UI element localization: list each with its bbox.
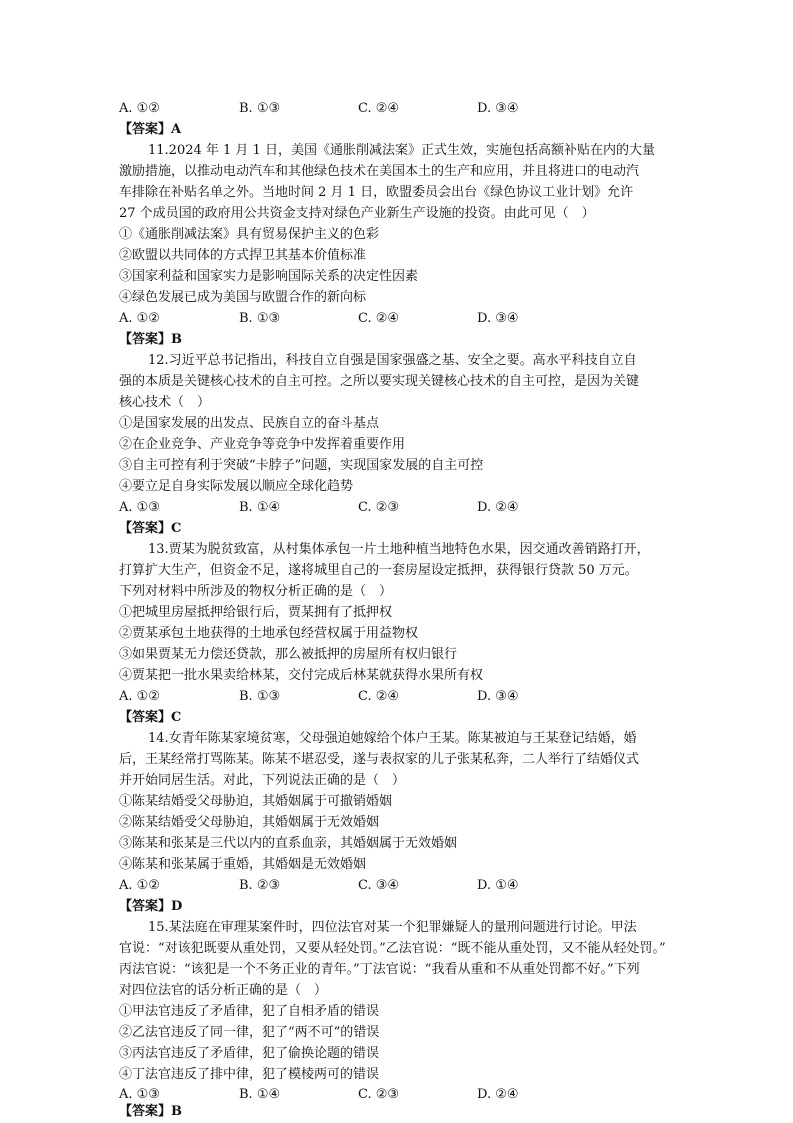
q12-option-a: A. ①③: [119, 500, 160, 515]
q13-item: ③如果贾某无力偿还贷款，那么被抵押的房屋所有权归银行: [119, 647, 458, 662]
q11-stem-line: 27 个成员国的政府用公共资金支持对绿色产业新生产设施的投资。由此可见（ ）: [119, 206, 595, 221]
q14-option-b: B. ②③: [239, 878, 281, 893]
q15-stem-line: 官说：“对该犯既要从重处罚，又要从轻处罚。”乙法官说：“既不能从重处罚，又不能从轻处罚。”: [119, 941, 666, 956]
q11-option-c: C. ②④: [358, 311, 400, 326]
q15-answer: 【答案】B: [119, 1104, 182, 1119]
q11-item: ①《通胀削减法案》具有贸易保护主义的色彩: [119, 227, 380, 242]
q15-item: ③丙法官违反了矛盾律，犯了偷换论题的错误: [119, 1046, 380, 1061]
q13-item: ④贾某把一批水果卖给林某，交付完成后林某就获得水果所有权: [119, 668, 484, 683]
q14-item: ③陈某和张某是三代以内的直系血亲，其婚姻属于无效婚姻: [119, 836, 458, 851]
q11-stem-line: 车排除在补贴名单之外。当地时间 2 月 1 日，欧盟委员会出台《绿色协议工业计划》允许: [119, 185, 634, 200]
q11-stem-line: 11.2024 年 1 月 1 日，美国《通胀削减法案》正式生效，实施包括高额补贴在内的大量: [148, 143, 655, 158]
q10-option-d: D. ③④: [477, 101, 519, 116]
q12-option-d: D. ②④: [477, 500, 519, 515]
q13-option-b: B. ①③: [239, 689, 281, 704]
q13-item: ②贾某承包土地获得的土地承包经营权属于用益物权: [119, 626, 419, 641]
q11-option-d: D. ③④: [477, 311, 519, 326]
q15-option-d: D. ②④: [477, 1087, 519, 1102]
q15-item: ①甲法官违反了矛盾律，犯了自相矛盾的错误: [119, 1004, 380, 1019]
q15-option-b: B. ①④: [239, 1087, 281, 1102]
q13-stem-line: 打算扩大生产，但资金不足，遂将城里自己的一套房屋设定抵押，获得银行贷款 50 万元。: [119, 563, 638, 578]
q15-item: ②乙法官违反了同一律，犯了“两不可”的错误: [119, 1025, 380, 1040]
q10-answer: 【答案】A: [119, 122, 182, 137]
q12-option-c: C. ②③: [358, 500, 400, 515]
q13-option-a: A. ①②: [119, 689, 160, 704]
q11-item: ④绿色发展已成为美国与欧盟合作的新向标: [119, 290, 367, 305]
q15-option-a: A. ①③: [119, 1087, 160, 1102]
q11-item: ③国家利益和国家实力是影响国际关系的决定性因素: [119, 269, 419, 284]
q14-option-d: D. ①④: [477, 878, 519, 893]
q11-answer: 【答案】B: [119, 332, 182, 347]
q11-item: ②欧盟以共同体的方式捍卫其基本价值标准: [119, 248, 367, 263]
q14-item: ④陈某和张某属于重婚，其婚姻是无效婚姻: [119, 857, 367, 872]
q15-option-c: C. ②③: [358, 1087, 400, 1102]
q14-option-a: A. ①②: [119, 878, 160, 893]
q12-item: ②在企业竞争、产业竞争等竞争中发挥着重要作用: [119, 437, 406, 452]
q14-stem-line: 并开始同居生活。对此，下列说法正确的是（ ）: [119, 773, 406, 788]
q11-option-a: A. ①②: [119, 311, 160, 326]
q13-answer: 【答案】C: [119, 710, 182, 725]
q13-stem-line: 13.贾某为脱贫致富，从村集体承包一片土地种植当地特色水果，因交通改善销路打开，: [148, 542, 650, 557]
q13-stem-line: 下列对材料中所涉及的物权分析正确的是（ ）: [119, 584, 393, 599]
q14-stem-line: 14.女青年陈某家境贫寒，父母强迫她嫁给个体户王某。陈某被迫与王某登记结婚，婚: [148, 731, 637, 746]
q12-item: ①是国家发展的出发点、民族自立的奋斗基点: [119, 416, 380, 431]
q12-stem-line: 强的本质是关键核心技术的自主可控。之所以要实现关键核心技术的自主可控，是因为关键: [119, 374, 640, 389]
q15-stem-line: 对四位法官的话分析正确的是（ ）: [119, 983, 328, 998]
q12-item: ④要立足自身实际发展以顺应全球化趋势: [119, 479, 354, 494]
q10-option-b: B. ①③: [239, 101, 281, 116]
q12-answer: 【答案】C: [119, 521, 182, 536]
q13-option-d: D. ③④: [477, 689, 519, 704]
q14-option-c: C. ③④: [358, 878, 400, 893]
q12-stem-line: 12.习近平总书记指出，科技自立自强是国家强盛之基、安全之要。高水平科技自立自: [148, 353, 637, 368]
q14-stem-line: 后，王某经常打骂陈某。陈某不堪忍受，遂与表叔家的儿子张某私奔，二人举行了结婚仪式: [119, 752, 640, 767]
q10-option-c: C. ②④: [358, 101, 400, 116]
q15-stem-line: 15.某法庭在审理某案件时，四位法官对某一个犯罪嫌疑人的量刑问题进行讨论。甲法: [148, 920, 637, 935]
q11-option-b: B. ①③: [239, 311, 281, 326]
q14-answer: 【答案】D: [119, 899, 183, 914]
q10-option-a: A. ①②: [119, 101, 160, 116]
q13-item: ①把城里房屋抵押给银行后，贾某拥有了抵押权: [119, 605, 393, 620]
q14-item: ①陈某结婚受父母胁迫，其婚姻属于可撤销婚姻: [119, 794, 393, 809]
q12-item: ③自主可控有利于突破“卡脖子”问题，实现国家发展的自主可控: [119, 458, 484, 473]
q14-item: ②陈某结婚受父母胁迫，其婚姻属于无效婚姻: [119, 815, 380, 830]
q11-stem-line: 激励措施，以推动电动汽车和其他绿色技术在美国本土的生产和应用，并且将进口的电动汽: [119, 164, 640, 179]
q13-option-c: C. ②④: [358, 689, 400, 704]
q15-item: ④丁法官违反了排中律，犯了模棱两可的错误: [119, 1067, 380, 1082]
q15-stem-line: 丙法官说：“该犯是一个不务正业的青年。”丁法官说：“我看从重和不从重处罚都不好。”下列: [119, 962, 640, 977]
q12-option-b: B. ①④: [239, 500, 281, 515]
q12-stem-line: 核心技术（ ）: [119, 395, 211, 410]
